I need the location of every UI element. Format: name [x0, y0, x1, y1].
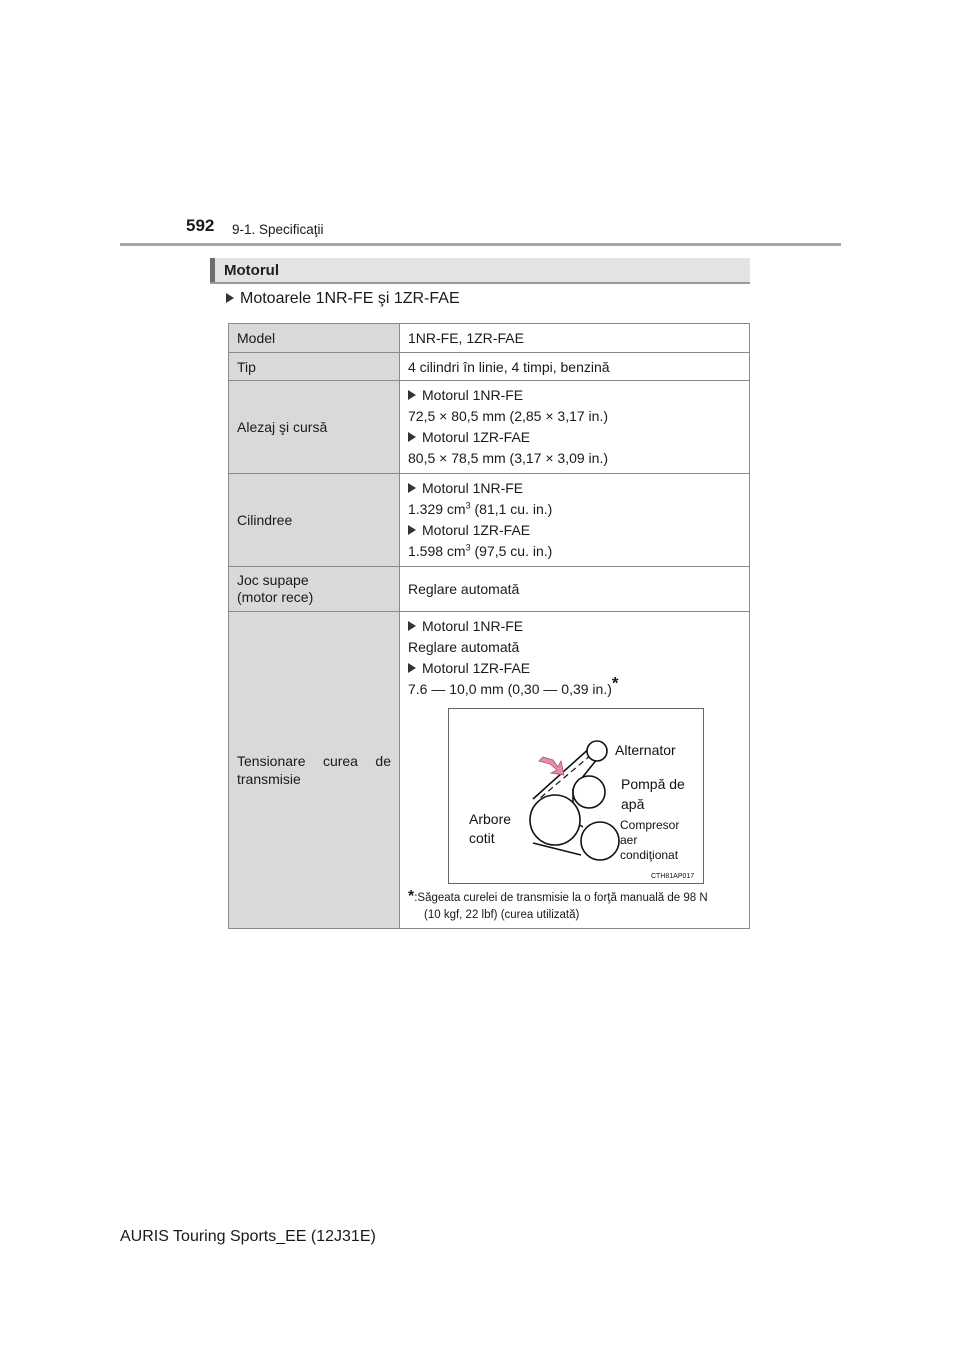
label-ac-3: condiţionat — [620, 848, 679, 862]
label-bore: Alezaj şi cursă — [229, 381, 400, 474]
figure-code: CTH81AP017 — [651, 873, 695, 880]
belt-footnote: *:Săgeata curelei de transmisie la o forţă manuală de 98 N (10 kgf, 22 lbf) (curea utilizată) — [408, 888, 708, 921]
label-displacement: Cilindree — [229, 474, 400, 567]
label-water-pump-2: apă — [621, 796, 645, 812]
subheading — [226, 290, 460, 308]
section-header-bar — [210, 258, 215, 282]
section-reference: 9-1. Specificaţii — [232, 222, 324, 237]
label-ac-1: Compresor — [620, 818, 680, 832]
belt-value1: Reglare automată — [408, 639, 520, 655]
section-title: Motorul — [224, 262, 279, 279]
triangle-bullet-icon — [408, 432, 416, 442]
label-model: Model — [229, 324, 400, 353]
triangle-bullet-icon — [408, 621, 416, 631]
belt-engine2: Motorul 1ZR-FAE — [408, 658, 741, 679]
value-belt — [400, 612, 750, 929]
label-belt: Tensionare curea de transmisie — [229, 612, 400, 929]
belt-value2: 7.6 — 10,0 mm (0,30 — 0,39 in.)* — [408, 673, 619, 697]
label-crankshaft-2: cotit — [469, 830, 495, 846]
label-water-pump-1: Pompă de — [621, 776, 685, 792]
value-type: 4 cilindri în linie, 4 timpi, benzină — [400, 353, 750, 381]
table-row-type — [229, 353, 750, 381]
section-header — [210, 258, 750, 284]
water-pump-pulley — [573, 776, 605, 808]
belt-engine1: Motorul 1NR-FE — [408, 616, 741, 637]
triangle-bullet-icon — [226, 293, 234, 303]
table-row-belt — [229, 612, 750, 929]
table-row-valve — [229, 567, 750, 612]
subheading-text: Motoarele 1NR-FE şi 1ZR-FAE — [240, 290, 460, 307]
push-arrow-icon — [539, 757, 564, 775]
displacement-engine2: Motorul 1ZR-FAE — [408, 520, 741, 541]
label-alternator: Alternator — [615, 742, 676, 758]
ac-compressor-pulley — [581, 822, 619, 860]
displacement-value1: 1.329 $cm^3$ (81,1 cu. in.) — [408, 500, 553, 517]
value-valve: Reglare automată — [400, 567, 750, 612]
page-number: 592 — [186, 216, 215, 235]
triangle-bullet-icon — [408, 483, 416, 493]
label-crankshaft-1: Arbore — [469, 811, 512, 827]
label-ac-2: aer — [620, 833, 638, 847]
triangle-bullet-icon — [408, 525, 416, 535]
table-row-displacement — [229, 474, 750, 567]
label-valve: Joc supape (motor rece) — [229, 567, 400, 612]
triangle-bullet-icon — [408, 663, 416, 673]
footer-doc-id: AURIS Touring Sports_EE (12J31E) — [120, 1228, 376, 1245]
label-type: Tip — [229, 353, 400, 381]
alternator-pulley — [587, 741, 607, 761]
engine-spec-table — [228, 323, 750, 929]
bore-value2: 80,5 × 78,5 mm (3,17 × 3,09 in.) — [408, 450, 609, 466]
value-displacement — [400, 474, 750, 567]
belt-diagram — [448, 708, 704, 884]
bore-engine1: Motorul 1NR-FE — [408, 385, 741, 406]
triangle-bullet-icon — [408, 390, 416, 400]
header-rule — [120, 243, 841, 246]
displacement-value2: 1.598 $cm^3$ (97,5 cu. in.) — [408, 542, 553, 559]
displacement-engine1: Motorul 1NR-FE — [408, 478, 741, 499]
table-row-model — [229, 324, 750, 353]
value-model: 1NR-FE, 1ZR-FAE — [400, 324, 750, 353]
crankshaft-pulley — [530, 795, 580, 845]
value-bore — [400, 381, 750, 474]
bore-value1: 72,5 × 80,5 mm (2,85 × 3,17 in.) — [408, 408, 609, 424]
table-row-bore — [229, 381, 750, 474]
bore-engine2: Motorul 1ZR-FAE — [408, 427, 741, 448]
